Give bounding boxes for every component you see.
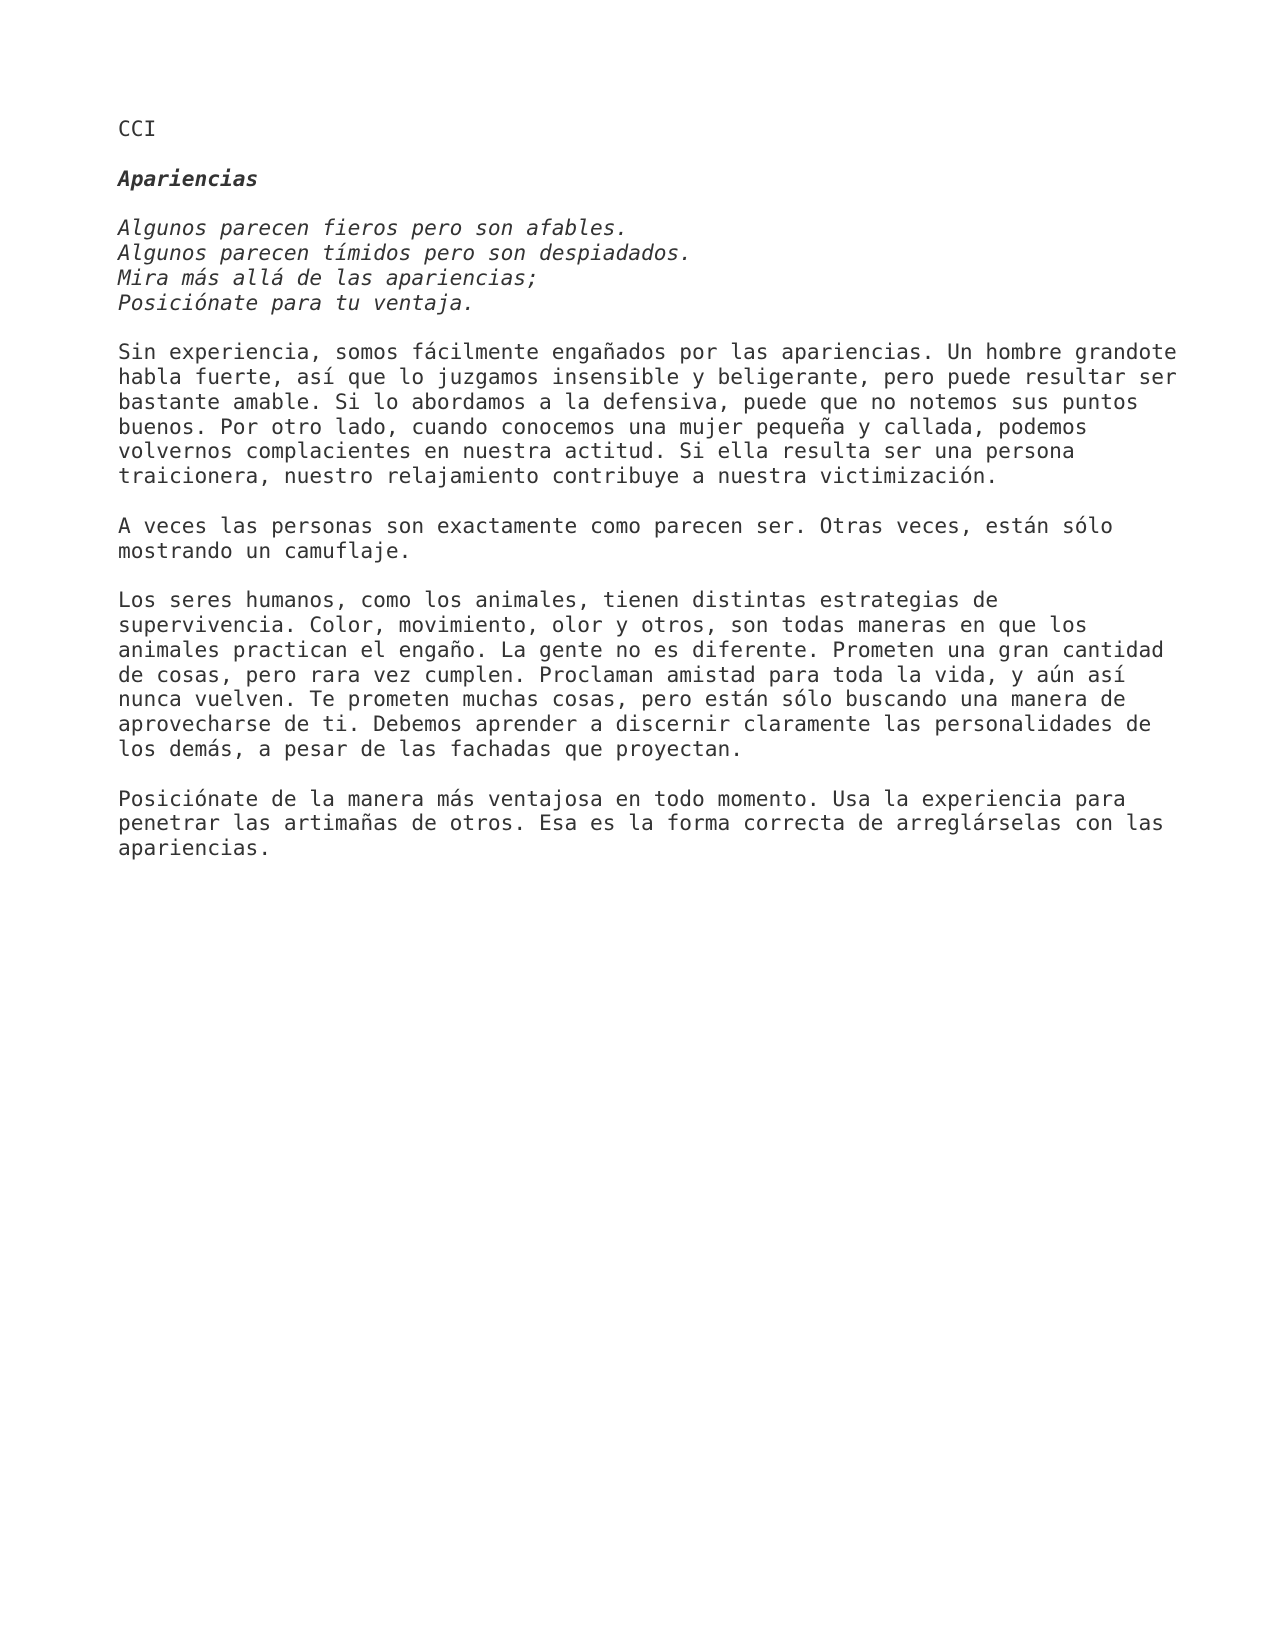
paragraph-line: bastante amable. Si lo abordamos a la defensiva, puede que no notemos sus puntos xyxy=(118,388,1139,414)
verse-block xyxy=(118,216,1178,315)
verse-line: Algunos parecen fieros pero son afables. xyxy=(118,215,629,241)
paragraph-line: nunca vuelven. Te prometen muchas cosas, pero están sólo buscando una manera de xyxy=(118,686,1126,712)
paragraph-line: los demás, a pesar de las fachadas que proyectan. xyxy=(118,735,744,761)
paragraph-line: animales practican el engaño. La gente no es diferente. Prometen una gran cantidad xyxy=(118,636,1164,662)
paragraph-line: Sin experiencia, somos fácilmente engañados por las apariencias. Un hombre grandote xyxy=(118,339,1177,365)
spacer xyxy=(118,191,1178,216)
paragraph-line: A veces las personas son exactamente como parecen ser. Otras veces, están sólo xyxy=(118,512,1113,538)
paragraph-3 xyxy=(118,588,1178,762)
paragraph-line: apariencias. xyxy=(118,835,272,861)
document-page xyxy=(118,117,1178,861)
paragraph-line: aprovecharse de ti. Debemos aprender a discernir claramente las personalidades de xyxy=(118,711,1152,737)
paragraph-line: traicionera, nuestro relajamiento contribuye a nuestra victimización. xyxy=(118,463,999,489)
paragraph-line: penetrar las artimañas de otros. Esa es la forma correcta de arreglárselas con las xyxy=(118,810,1164,836)
paragraph-line: buenos. Por otro lado, cuando conocemos una mujer pequeña y callada, podemos xyxy=(118,413,1088,439)
document-title: Apariencias xyxy=(118,165,259,191)
paragraph-1 xyxy=(118,340,1178,489)
document-header: CCI xyxy=(118,116,157,141)
spacer xyxy=(118,315,1178,340)
paragraph-line: habla fuerte, así que lo juzgamos insensible y beligerante, pero puede resultar ser xyxy=(118,363,1177,389)
paragraph-line: Posiciónate de la manera más ventajosa en todo momento. Usa la experiencia para xyxy=(118,785,1126,811)
paragraph-line: supervivencia. Color, movimiento, olor y otros, son todas maneras en que los xyxy=(118,611,1088,637)
paragraph-line: de cosas, pero rara vez cumplen. Proclaman amistad para toda la vida, y aún así xyxy=(118,661,1126,687)
paragraph-2 xyxy=(118,514,1178,564)
verse-line: Algunos parecen tímidos pero son despiadados. xyxy=(118,239,693,265)
spacer xyxy=(118,142,1178,167)
paragraph-line: mostrando un camuflaje. xyxy=(118,537,412,563)
paragraph-4 xyxy=(118,787,1178,861)
spacer xyxy=(118,762,1178,787)
paragraph-line: Los seres humanos, como los animales, tienen distintas estrategias de xyxy=(118,587,999,613)
paragraph-line: volvernos complacientes en nuestra actitud. Si ella resulta ser una persona xyxy=(118,438,1075,464)
verse-line: Posiciónate para tu ventaja. xyxy=(118,289,476,315)
spacer xyxy=(118,489,1178,514)
spacer xyxy=(118,563,1178,588)
verse-line: Mira más allá de las apariencias; xyxy=(118,264,539,290)
